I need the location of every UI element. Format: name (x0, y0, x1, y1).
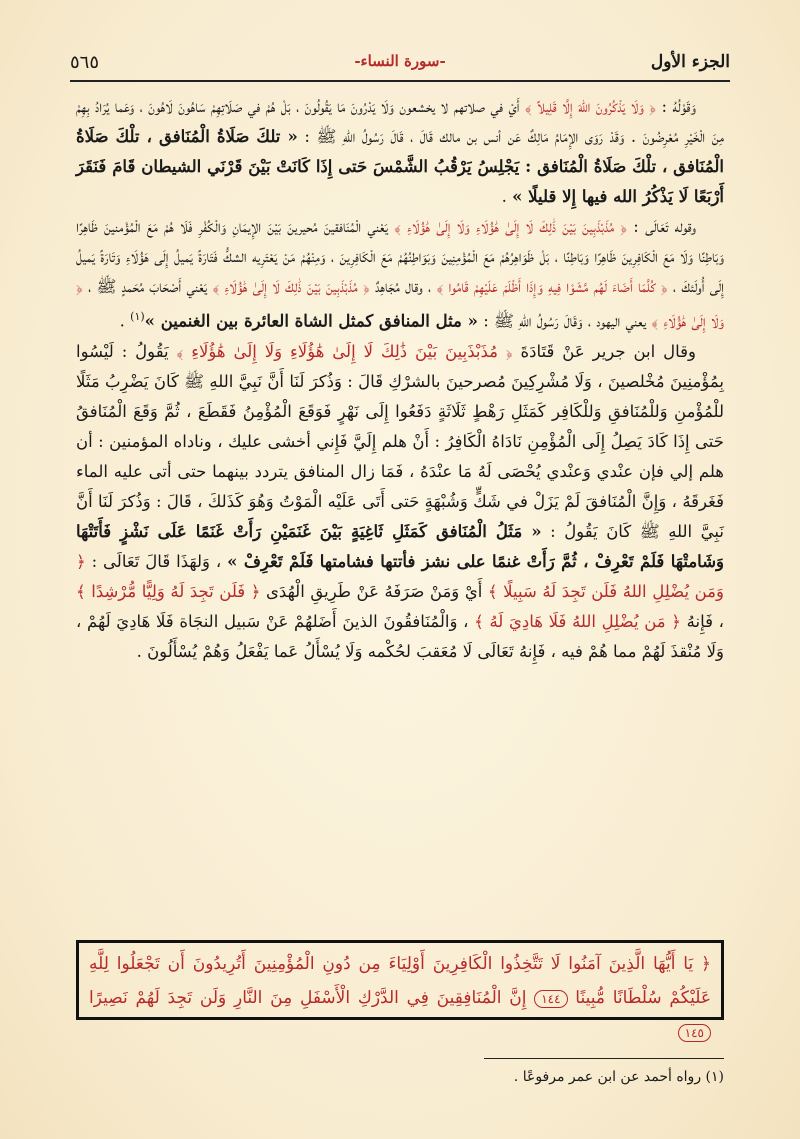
text-run: ، وَلهَذَا قَالَ تَعَالَى : (85, 551, 228, 571)
quran-quote: ﴿ فَلَن تَجِدَ لَهُ وَلِيًّا مُّرْشِدًا ﴾ (76, 581, 261, 601)
text-run: أَيْ في صلاتهم لا يخشعون وَلَا يَدْرُونَ مَا يَقُولُونَ ، بَلْ هُمْ في صَلَاتِهِمْ سَاهُونَ لَاهُونَ ، وَعَما يُرَادُ بِهِمْ مِنَ الْخَيْرِ مُعْرِضُونَ . وَقَدْ رَوَى الإِمَامُ مَالِكٌ عَن أنس بن مالك قَالَ ، قَالَ رَسُولُ اللهِ ﷺ : (76, 97, 724, 146)
page-header (70, 52, 730, 82)
verse-box (76, 940, 724, 1040)
paragraph-1 (76, 92, 724, 212)
footnote-divider (484, 1058, 724, 1059)
text-run: وَقَوْلُهُ : (656, 97, 696, 116)
part-title: الجزء الأول (650, 52, 730, 72)
quran-quote: ﴿ مُذَبْذَبِينَ بَيْنَ ذَٰلِكَ لَا إِلَىٰ هَٰؤُلَاءِ وَلَا إِلَىٰ هَٰؤُلَاءِ ﴾ (394, 217, 628, 236)
text-run: يَقُولُ : لَيْسُوا بِمُؤْمنِينَ مُخْلصينَ ، وَلَا مُشْرِكِينَ مُصرحينَ بالشرْكِ قَالَ : وَذُكرَ لَنَا أَنَّ نَبِيَّ اللهِ ﷺ كَانَ يَضْرِبُ مَثَلًا للْمُؤْمنِ وَللْمُنَافقِ وَللْكَافِر كَمَثَلِ رَهْطٍ ثَلَاثَةٍ دَفَعُوا إِلَى نَهْرٍ فَوَقَعَ الْمُؤْمِنُ فَقَطَعَ ، ثُمَّ وَقَعَ الْمُنَافقُ حَتى إِذَا كَادَ يَصِلُ إِلَى الْمُؤْمِنِ نَادَاهُ الْكَافِرُ : أَنْ هلم إِلَيَّ فَإِني أخشى عليك ، وناداه المؤمنين : أن هلم إلي فإن عنْدي وَعنْدي يُحْصَى لَهُ مَا عنْدَهُ ، فَمَا زال المنافق يتردد بينهما حتى أتى عليه الماء فَغَرقَهُ ، وَإِنَّ الْمُنَافقَ لَمْ يَزَلْ في شَكٍّ وَشُبْهَةٍ حَتى أَتَى عَلَيْه الْمَوْتُ وَهُوَ كَذَلكَ ، قَالَ : وَذُكرَ لَنَا أَنَّ نَبِيَّ اللهِ ﷺ كَانَ يَقُولُ : (76, 341, 725, 541)
main-text (76, 92, 724, 667)
header-divider (70, 80, 730, 82)
text-run: يَعْني الْمُنَافقينَ مُحيرينَ بَيْنَ الإِيمَانِ وَالْكُفْرِ فَلَا هُمْ مَعَ الْمُؤْمنينَ ظَاهِرًا وَبَاطِنًا وَلَا مَعَ الْكَافِرِينَ ظَاهِرًا وَبَاطِنًا ، بَلْ ظَوَاهِرُهُمْ مَعَ الْمُؤْمِنِينَ وَبَوَاطِنُهُمْ مَعَ الْكَافِرِينَ ، وَمِنْهُمْ مَنْ يَعْتَرِيه الشكُّ فَتَارَةً يَميلُ إِلَى هَؤُلَاءِ وَتَارَةً يَميلُ إِلَى أُولَئكَ ، (76, 217, 724, 296)
quran-quote: ﴿ مُذَبْذَبِينَ بَيْنَ ذَٰلِكَ لَا إِلَىٰ هَٰؤُلَاءِ ﴾ (212, 277, 370, 296)
text-run: وقال ابن جرير عَنْ قَتَادَةَ (512, 341, 696, 361)
text-run: ، وقال مُجَاهِدٌ (369, 277, 437, 296)
paragraph-2 (76, 212, 724, 337)
footnote-marker[interactable]: (١) (130, 310, 145, 323)
text-run: ، وَالْمُنَافقُونَ الذينَ أَضَلهُمْ عَنْ سَبيل النجَاة فَلَا هَادِيَ لَهُمْ ، وَلَا مُنْقذَ لَهُمْ مما هُمْ فيه ، فَإِنهُ تَعَالَى لَا مُعَقبَ لحُكْمه وَلَا يُسْأَلُ عَما يَفْعَلُ وَهُمْ يُسْأَلُونَ . (76, 611, 724, 661)
quran-quote: ﴿ مُذَبْذَبِينَ بَيْنَ ذَٰلِكَ لَا إِلَىٰ هَٰؤُلَاءِ وَلَا إِلَىٰ هَٰؤُلَاءِ ﴾ (176, 341, 513, 361)
text-run: يعني اليهود ، وَقَالَ رَسُولُ اللهِ ﷺ : (477, 311, 652, 331)
page-number: ٥٦٥ (70, 52, 100, 73)
verse-text: ﴿ يَا أَيُّهَا الَّذِينَ آمَنُوا لَا تَتَّخِذُوا الْكَافِرِينَ أَوْلِيَاءَ مِن دُونِ الْمُؤْمِنِينَ أَتُرِيدُونَ أَن تَجْعَلُوا لِلَّهِ عَلَيْكُمْ سُلْطَانًا مُّبِينًا (89, 954, 711, 1008)
quran-quote: ﴿ وَلَا إِلَىٰ هَٰؤُلَاءِ ﴾ (76, 277, 724, 331)
text-run: ، فَإِنهُ (680, 611, 725, 631)
quran-quote: ﴿ مَن يُضْلِلِ اللهُ فَلَا هَادِيَ لَهُ ﴾ (474, 611, 681, 631)
text-run: . (501, 187, 513, 206)
verse-number-marker: ١٤٥ (678, 1024, 711, 1042)
surah-title: -سورة النساء- (354, 52, 446, 70)
hadith-quote: « مثل المنافق كمثل الشاة العائرة بين الغنمين » (144, 311, 478, 331)
verse-text: إِنَّ الْمُنَافِقِينَ فِي الدَّرْكِ الْأَسْفَلِ مِنَ النَّارِ وَلَن تَجِدَ لَهُمْ نَصِيرًا (89, 988, 535, 1008)
text-run: . (119, 311, 131, 331)
text-run: أَيْ وَمَنْ صَرَفَهُ عَنْ طَرِيقِ الْهُدَى (260, 581, 488, 601)
text-run: يَعْني أَصْحَابَ مُحَمدٍ ﷺ ، (82, 277, 213, 296)
quran-quote: ﴿ وَلَا يَذْكُرُونَ اللهَ إِلَّا قَلِيلاً ﴾ (524, 97, 657, 116)
quran-quote: ﴿ كُلَّمَا أَضَاءَ لَهُم مَّشَوْا فِيهِ وَإِذَا أَظْلَمَ عَلَيْهِمْ قَامُوا ﴾ (436, 277, 668, 296)
paragraph-3 (76, 337, 724, 667)
text-run: وقوله تَعَالَى : (627, 217, 696, 236)
footnote: (١) رواه أحمد عن ابن عمر مرفوعًا . (513, 1069, 724, 1085)
verse-number-marker: ١٤٤ (534, 990, 567, 1008)
hadith-quote: « مَثَلُ الْمُنَافق كَمَثَلِ ثَاغِيَةٍ بَيْنَ غَنَمَيْنِ رَأَتْ غَنَمًا عَلَى نَشْزٍ فَأَتَتْهَا وَشَامتْهَا فَلَمْ تَعْرِفْ ، ثُمَّ رَأَتْ غنمًا على نشز فأتتها فشامتها فَلَمْ تَعْرِفْ » (76, 521, 724, 571)
quran-quote: ﴿ وَمَن يُضْلِلِ اللهُ فَلَن تَجِدَ لَهُ سَبِيلًا ﴾ (76, 551, 724, 601)
hadith-quote: « تلكَ صَلَاةُ الْمُنَافق ، تلْكَ صَلَاةُ الْمُنَافق ، تلْكَ صَلَاةُ الْمُنَافق : يَجْلِسُ يَرْقُبُ الشَّمْسَ حَتى إِذَا كَانَتْ بَيْنَ قَرْنَي الشيطان قَامَ فَنَقَرَ أَرْبَعًا لَا يَذْكُرُ الله فيها إِلا قليلًا » (76, 127, 724, 206)
